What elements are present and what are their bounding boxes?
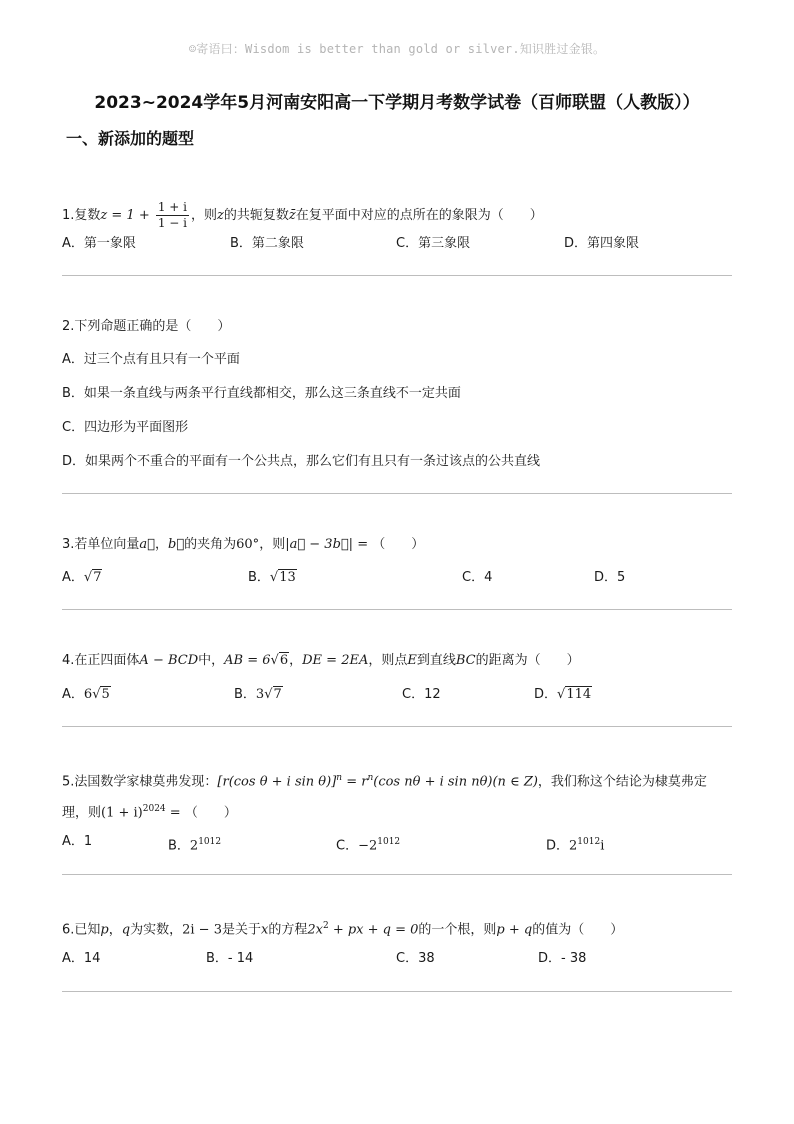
question-2-option-c[interactable]: C．四边形为平面图形 xyxy=(62,420,189,435)
question-6-option-b[interactable]: B．- 14 xyxy=(206,951,254,966)
question-3-option-a[interactable]: A．√7 xyxy=(62,570,102,585)
question-6-option-a[interactable]: A．14 xyxy=(62,951,101,966)
question-6-option-c[interactable]: C．38 xyxy=(396,951,435,966)
question-2-option-b[interactable]: B．如果一条直线与两条平行直线都相交，那么这三条直线不一定共面 xyxy=(62,386,461,401)
question-6-option-d[interactable]: D．- 38 xyxy=(538,951,587,966)
question-1-option-b[interactable]: B．第二象限 xyxy=(230,236,304,251)
divider xyxy=(62,609,732,610)
question-5-option-b[interactable]: B．$2^{1012}$ xyxy=(168,837,222,854)
question-6-stem: 6.已知p，q为实数，2i − 3是关于x的方程$2x^2$ + px + q = 0的一个根，则p + q的值为（ ） xyxy=(62,921,624,938)
question-5-stem-line-2: 理，则$(1 + i)^{2024}$ = （ ） xyxy=(62,804,237,821)
header-motto: ☺寄语曰：Wisdom is better than gold or silver.知识胜过金银。 xyxy=(188,42,606,56)
question-5-option-c[interactable]: C．$-2^{1012}$ xyxy=(336,837,401,854)
question-5-stem-line-1: 5.法国数学家棣莫弗发现：[r(cos θ + i $\sin \theta)]^n = r^n(\cos$ nθ + i sin nθ)(n ∈ Z)，我们称这个结论为棣莫弗定 xyxy=(62,773,707,790)
question-4-option-d[interactable]: D．√114 xyxy=(534,687,592,702)
question-1-option-d[interactable]: D．第四象限 xyxy=(564,236,640,251)
question-2-option-a[interactable]: A．过三个点有且只有一个平面 xyxy=(62,352,240,367)
divider xyxy=(62,275,732,276)
section-heading: 一、新添加的题型 xyxy=(66,129,195,148)
question-1-stem: 1.复数z = 1 + $\frac{1 + i}{1 - i}$ ，则z的共轭复数z̄在复平面中对应的点所在的象限为（ ） xyxy=(62,200,543,230)
divider xyxy=(62,726,732,727)
question-5-option-a[interactable]: A．1 xyxy=(62,834,93,849)
question-4-stem: 4.在正四面体A − BCD中，AB = 6√6，DE = 2EA，则点E到直线BC的距离为（ ） xyxy=(62,653,580,668)
divider xyxy=(62,991,732,992)
divider xyxy=(62,493,732,494)
page-title: 2023~2024学年5月河南安阳高一下学期月考数学试卷（百师联盟（人教版）） xyxy=(94,93,700,113)
question-2-option-d[interactable]: D．如果两个不重合的平面有一个公共点，那么它们有且只有一条过该点的公共直线 xyxy=(62,454,541,469)
question-3-stem: 3.若单位向量a⃗，b⃗的夹角为60°，则|a⃗ − 3b⃗| = （ ） xyxy=(62,537,425,552)
question-1-option-a[interactable]: A．第一象限 xyxy=(62,236,136,251)
question-3-option-d[interactable]: D．5 xyxy=(594,570,626,585)
fraction: $\frac{1 + i}{1 - i}$ xyxy=(157,200,188,230)
divider xyxy=(62,874,732,875)
question-1-option-c[interactable]: C．第三象限 xyxy=(396,236,471,251)
question-3-option-c[interactable]: C．4 xyxy=(462,570,493,585)
question-3-option-b[interactable]: B．√13 xyxy=(248,570,296,585)
question-4-option-b[interactable]: B．3√7 xyxy=(234,687,282,702)
question-4-option-c[interactable]: C．12 xyxy=(402,687,441,702)
question-2-stem: 2.下列命题正确的是（ ） xyxy=(62,319,231,334)
question-4-option-a[interactable]: A．6√5 xyxy=(62,687,110,702)
question-5-option-d[interactable]: D．$2^{1012}i$ xyxy=(546,837,605,854)
